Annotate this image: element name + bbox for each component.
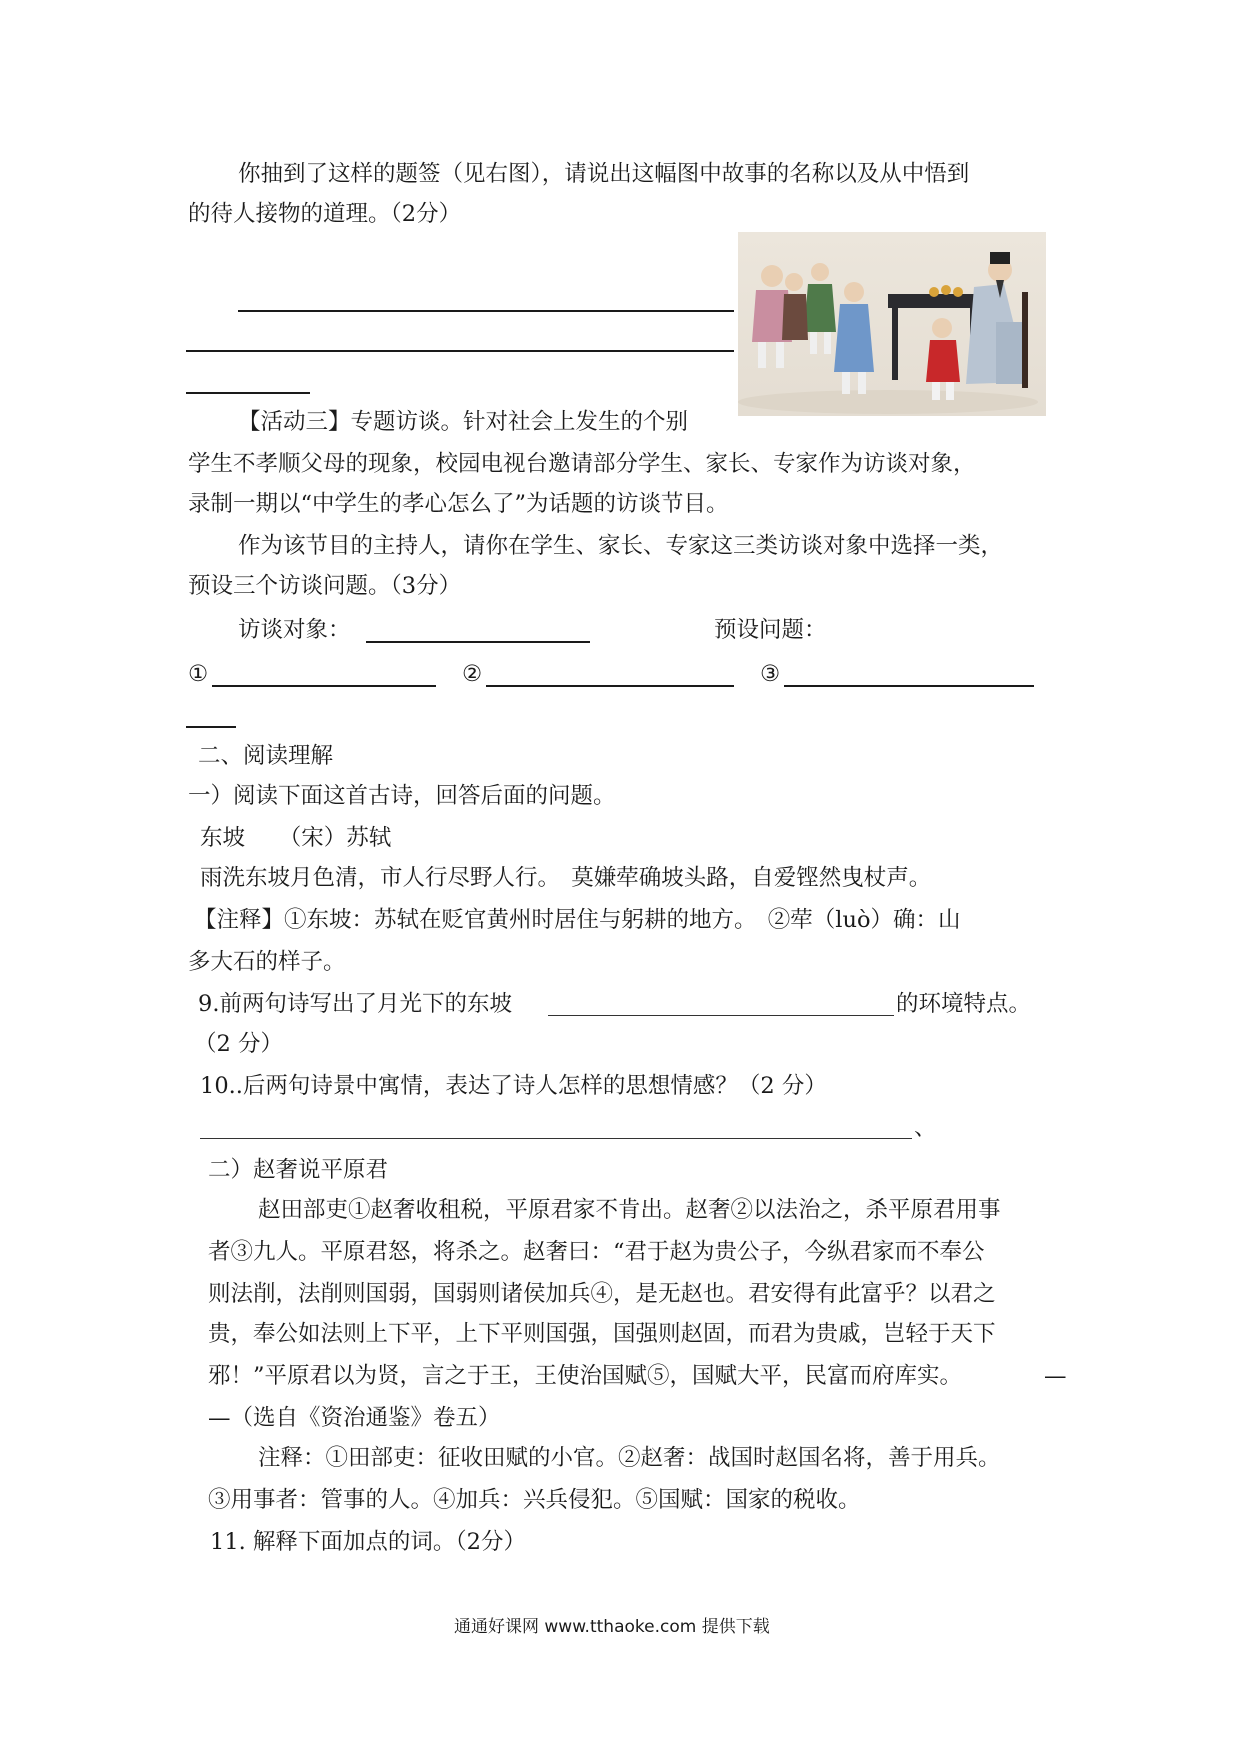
passage-note-line1: 注释：①田部吏：征收田赋的小官。②赵奢：战国时赵国名将，善于用兵。 <box>258 1445 1001 1471</box>
activity3-line1: 【活动三】专题访谈。针对社会上发生的个别 <box>238 409 689 435</box>
question-2-marker: ② <box>462 661 483 687</box>
page-footer: 通通好课网 www.tthaoke.com 提供下载 <box>454 1617 770 1637</box>
activity2-prompt-line2: 的待人接物的道理。（2分） <box>188 201 462 227</box>
question-9-suffix: 的环境特点。 <box>896 991 1032 1017</box>
question-10: 10..后两句诗景中寓情，表达了诗人怎样的思想情感？（2 分） <box>200 1073 827 1099</box>
passage-line2: 者③九人。平原君怒，将杀之。赵奢曰：“君于赵为贵公子，今纵君家而不奉公 <box>208 1239 985 1265</box>
question-9-score: （2 分） <box>194 1031 283 1057</box>
poem-text: 雨洗东坡月色清，市人行尽野人行。 莫嫌荦确坡头路，自爱铿然曳杖声。 <box>200 865 932 891</box>
activity2-prompt-line1: 你抽到了这样的题签（见右图），请说出这幅图中故事的名称以及从中悟到 <box>238 161 970 187</box>
question-3-marker: ③ <box>760 661 781 687</box>
poem-note-line1: 【注释】①东坡：苏轼在贬官黄州时居住与躬耕的地方。 ②荦（luò）确：山 <box>194 907 961 933</box>
poem-note-line2: 多大石的样子。 <box>188 949 346 975</box>
question-3-field-continued[interactable] <box>186 726 236 728</box>
poem-title: 东坡 （宋）苏轼 <box>200 825 392 851</box>
question-9-answer-field[interactable] <box>548 1015 894 1016</box>
activity3-line2: 学生不孝顺父母的现象，校园电视台邀请部分学生、家长、专家作为访谈对象， <box>188 451 976 477</box>
passage-dash: — <box>1044 1363 1067 1389</box>
question-9-prefix: 9.前两句诗写出了月光下的东坡 <box>198 991 512 1017</box>
passage-line5: 邪！”平原君以为贤，言之于王，王使治国赋⑤，国赋大平，民富而府库实。 <box>208 1363 963 1389</box>
passage-line3: 则法削，法削则国弱，国弱则诸侯加兵④，是无赵也。君安得有此富乎？以君之 <box>208 1281 996 1307</box>
answer-line-3[interactable] <box>186 392 310 394</box>
question-11: 11. 解释下面加点的词。（2分） <box>210 1529 527 1555</box>
answer-line-1[interactable] <box>238 310 734 312</box>
passage-note-line2: ③用事者：管事的人。④加兵：兴兵侵犯。⑤国赋：国家的税收。 <box>208 1487 861 1513</box>
part1-title: 一）阅读下面这首古诗，回答后面的问题。 <box>188 783 616 809</box>
passage-source: —（选自《资治通鉴》卷五） <box>208 1405 501 1431</box>
answer-line-2[interactable] <box>186 350 734 352</box>
activity3-line5: 预设三个访谈问题。（3分） <box>188 573 462 599</box>
passage-line1: 赵田部吏①赵奢收租税，平原君家不肯出。赵奢②以法治之，杀平原君用事 <box>258 1197 1001 1223</box>
kong-rong-painting-image <box>738 232 1046 416</box>
question-2-field[interactable] <box>486 685 734 687</box>
activity3-line3: 录制一期以“中学生的孝心怎么了”为话题的访谈节目。 <box>188 491 729 517</box>
interview-object-field[interactable] <box>366 641 590 643</box>
part2-title: 二）赵奢说平原君 <box>208 1157 389 1183</box>
passage-line4: 贵，奉公如法则上下平，上下平则国强，国强则赵固，而君为贵戚，岂轻于天下 <box>208 1321 996 1347</box>
preset-questions-label: 预设问题： <box>714 617 827 643</box>
question-1-marker: ① <box>188 661 209 687</box>
question-3-field[interactable] <box>784 685 1034 687</box>
question-10-answer-field[interactable] <box>200 1138 912 1139</box>
interview-object-label: 访谈对象： <box>238 617 351 643</box>
question-1-field[interactable] <box>212 685 436 687</box>
section2-title: 二、阅读理解 <box>198 743 334 769</box>
activity3-line4: 作为该节目的主持人，请你在学生、家长、专家这三类访谈对象中选择一类， <box>238 533 1004 559</box>
question-10-end-mark: 、 <box>914 1115 937 1141</box>
